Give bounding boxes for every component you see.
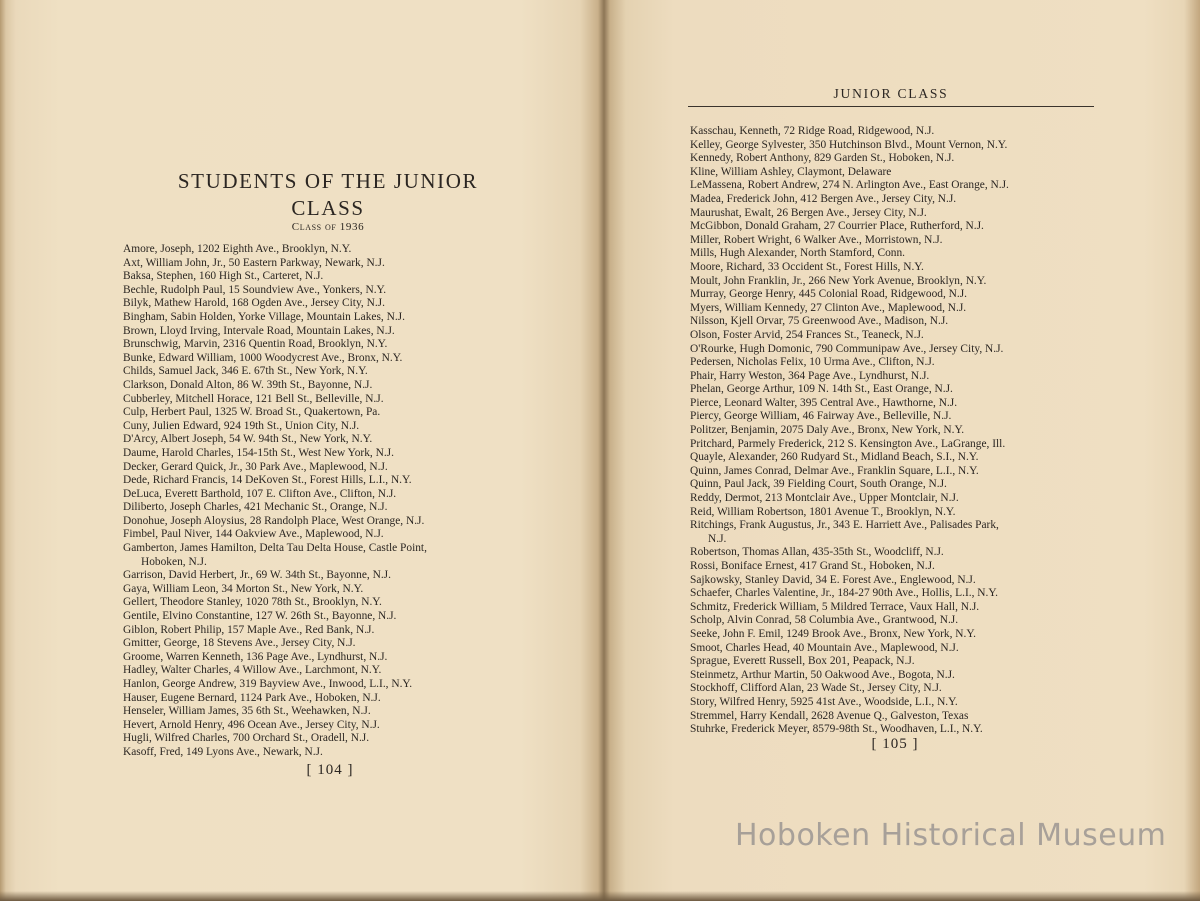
student-entry: Diliberto, Joseph Charles, 421 Mechanic St., Orange, N.J. bbox=[123, 501, 388, 514]
student-entry: Miller, Robert Wright, 6 Walker Ave., Morristown, N.J. bbox=[690, 233, 943, 246]
student-entry: Sajkowsky, Stanley David, 34 E. Forest Ave., Englewood, N.J. bbox=[690, 573, 976, 586]
student-entry: Brunschwig, Marvin, 2316 Quentin Road, Brooklyn, N.Y. bbox=[123, 338, 388, 351]
book-bottom-edge bbox=[0, 891, 1200, 901]
student-entry: Olson, Foster Arvid, 254 Frances St., Teaneck, N.J. bbox=[690, 328, 924, 341]
student-entry: Pedersen, Nicholas Felix, 10 Urma Ave., Clifton, N.J. bbox=[690, 356, 935, 369]
student-entry: Hevert, Arnold Henry, 496 Ocean Ave., Jersey City, N.J. bbox=[123, 718, 380, 731]
student-entry: Reid, William Robertson, 1801 Avenue T., Brooklyn, N.Y. bbox=[690, 505, 956, 518]
student-entry: O'Rourke, Hugh Domonic, 790 Communipaw Ave., Jersey City, N.J. bbox=[690, 342, 1004, 355]
student-entry: Henseler, William James, 35 6th St., Weehawken, N.J. bbox=[123, 705, 371, 718]
student-entry: Axt, William John, Jr., 50 Eastern Parkway, Newark, N.J. bbox=[123, 256, 385, 269]
student-entry: Ritchings, Frank Augustus, Jr., 343 E. Harriett Ave., Palisades Park, bbox=[690, 519, 999, 532]
student-entry: DeLuca, Everett Barthold, 107 E. Clifton Ave., Clifton, N.J. bbox=[123, 487, 397, 500]
student-entry: Reddy, Dermot, 213 Montclair Ave., Upper Montclair, N.J. bbox=[690, 492, 959, 505]
page-title: STUDENTS OF THE JUNIOR bbox=[177, 169, 479, 193]
student-entry: Hauser, Eugene Bernard, 1124 Park Ave., Hoboken, N.J. bbox=[123, 691, 381, 704]
student-entry: Quinn, Paul Jack, 39 Fielding Court, South Orange, N.J. bbox=[690, 478, 947, 491]
student-entry: Quinn, James Conrad, Delmar Ave., Franklin Square, L.I., N.Y. bbox=[690, 464, 979, 477]
student-entry: Phelan, George Arthur, 109 N. 14th St., East Orange, N.J. bbox=[690, 383, 953, 396]
student-entry: Stuhrke, Frederick Meyer, 8579-98th St., Woodhaven, L.I., N.Y. bbox=[690, 723, 983, 736]
page-number-right: [ 105 ] bbox=[871, 736, 919, 752]
student-entry: Groome, Warren Kenneth, 136 Page Ave., Lyndhurst, N.J. bbox=[123, 650, 388, 663]
student-entry: Pritchard, Parmely Frederick, 212 S. Kensington Ave., LaGrange, Ill. bbox=[690, 437, 1006, 450]
student-entry: Maurushat, Ewalt, 26 Bergen Ave., Jersey City, N.J. bbox=[690, 206, 927, 219]
student-entry: Kennedy, Robert Anthony, 829 Garden St., Hoboken, N.J. bbox=[690, 152, 955, 165]
student-entry: Story, Wilfred Henry, 5925 41st Ave., Woodside, L.I., N.Y. bbox=[690, 695, 958, 708]
student-entry: Garrison, David Herbert, Jr., 69 W. 34th St., Bayonne, N.J. bbox=[123, 569, 391, 582]
student-entry: Pierce, Leonard Walter, 395 Central Ave., Hawthorne, N.J. bbox=[690, 396, 958, 409]
student-entry: Baksa, Stephen, 160 High St., Carteret, N.J. bbox=[123, 270, 324, 283]
student-entry: Murray, George Henry, 445 Colonial Road, Ridgewood, N.J. bbox=[690, 288, 968, 301]
student-entry: Cubberley, Mitchell Horace, 121 Bell St., Belleville, N.J. bbox=[123, 392, 384, 405]
student-entry: Gmitter, George, 18 Stevens Ave., Jersey City, N.J. bbox=[123, 637, 356, 650]
student-entry: Moore, Richard, 33 Occident St., Forest Hills, N.Y. bbox=[690, 260, 924, 273]
student-entry: Decker, Gerard Quick, Jr., 30 Park Ave., Maplewood, N.J. bbox=[123, 460, 388, 473]
student-entry: Schmitz, Frederick William, 5 Mildred Terrace, Vaux Hall, N.J. bbox=[690, 600, 980, 613]
student-entry: Bechle, Rudolph Paul, 15 Soundview Ave., Yonkers, N.Y. bbox=[123, 283, 387, 296]
student-entry: Kelley, George Sylvester, 350 Hutchinson Blvd., Mount Vernon, N.Y. bbox=[690, 138, 1008, 151]
student-entry: Scholp, Alvin Conrad, 58 Columbia Ave., Grantwood, N.J. bbox=[690, 614, 959, 627]
student-entry: Quayle, Alexander, 260 Rudyard St., Midland Beach, S.I., N.Y. bbox=[690, 451, 979, 464]
student-entry: LeMassena, Robert Andrew, 274 N. Arlington Ave., East Orange, N.J. bbox=[690, 179, 1009, 192]
student-list-left bbox=[123, 243, 543, 760]
student-entry: Sprague, Everett Russell, Box 201, Peapack, N.J. bbox=[690, 655, 915, 668]
student-entry: Daume, Harold Charles, 154-15th St., West New York, N.J. bbox=[123, 446, 394, 459]
student-entry: Politzer, Benjamin, 2075 Daly Ave., Bronx, New York, N.Y. bbox=[690, 424, 965, 437]
student-entry: Robertson, Thomas Allan, 435-35th St., Woodcliff, N.J. bbox=[690, 546, 944, 559]
student-entry: Myers, William Kennedy, 27 Clinton Ave., Maplewood, N.J. bbox=[690, 301, 967, 314]
running-head-rule bbox=[688, 106, 1094, 107]
student-entry: Amore, Joseph, 1202 Eighth Ave., Brooklyn, N.Y. bbox=[123, 243, 352, 255]
student-entry: Bunke, Edward William, 1000 Woodycrest Ave., Bronx, N.Y. bbox=[123, 351, 403, 364]
student-entry: Moult, John Franklin, Jr., 266 New York Avenue, Brooklyn, N.Y. bbox=[690, 274, 987, 287]
student-entry: Kline, William Ashley, Claymont, Delaware bbox=[690, 165, 892, 178]
student-entry: Brown, Lloyd Irving, Intervale Road, Mountain Lakes, N.J. bbox=[123, 324, 395, 337]
student-entry: Seeke, John F. Emil, 1249 Brook Ave., Bronx, New York, N.Y. bbox=[690, 627, 976, 640]
student-entry: McGibbon, Donald Graham, 27 Courrier Place, Rutherford, N.J. bbox=[690, 220, 984, 233]
student-entry: Smoot, Charles Head, 40 Mountain Ave., Maplewood, N.J. bbox=[690, 641, 959, 654]
student-entry: Piercy, George William, 46 Fairway Ave., Belleville, N.J. bbox=[690, 410, 952, 423]
student-entry: Giblon, Robert Philip, 157 Maple Ave., Red Bank, N.J. bbox=[123, 623, 375, 636]
student-entry: Steinmetz, Arthur Martin, 50 Oakwood Ave., Bogota, N.J. bbox=[690, 668, 955, 681]
student-entry: Gentile, Elvino Constantine, 127 W. 26th St., Bayonne, N.J. bbox=[123, 610, 397, 623]
student-entry: Schaefer, Charles Valentine, Jr., 184-27 90th Ave., Hollis, L.I., N.Y. bbox=[690, 587, 998, 600]
student-entry: Fimbel, Paul Niver, 144 Oakview Ave., Maplewood, N.J. bbox=[123, 528, 384, 541]
student-entry: Stockhoff, Clifford Alan, 23 Wade St., Jersey City, N.J. bbox=[690, 682, 942, 695]
student-entry: Rossi, Boniface Ernest, 417 Grand St., Hoboken, N.J. bbox=[690, 560, 935, 572]
student-entry: Hadley, Walter Charles, 4 Willow Ave., Larchmont, N.Y. bbox=[123, 664, 382, 677]
student-entry: D'Arcy, Albert Joseph, 54 W. 94th St., New York, N.Y. bbox=[123, 433, 373, 446]
student-entry: Gaya, William Leon, 34 Morton St., New York, N.Y. bbox=[123, 582, 364, 595]
student-entry: Mills, Hugh Alexander, North Stamford, Conn. bbox=[690, 247, 905, 260]
student-entry-continuation: Hoboken, N.J. bbox=[141, 555, 207, 568]
running-head: JUNIOR CLASS bbox=[833, 86, 949, 101]
student-entry: Kasschau, Kenneth, 72 Ridge Road, Ridgewood, N.J. bbox=[690, 125, 935, 137]
student-entry: Donohue, Joseph Aloysius, 28 Randolph Place, West Orange, N.J. bbox=[123, 514, 425, 527]
student-entry: Childs, Samuel Jack, 346 E. 67th St., New York, N.Y. bbox=[123, 365, 368, 378]
student-entry: Dede, Richard Francis, 14 DeKoven St., Forest Hills, L.I., N.Y. bbox=[123, 474, 412, 487]
class-year-subtitle: Class of 1936 bbox=[291, 221, 365, 233]
student-entry-continuation: N.J. bbox=[708, 532, 727, 545]
student-entry: Madea, Frederick John, 412 Bergen Ave., Jersey City, N.J. bbox=[690, 192, 957, 205]
student-entry: Culp, Herbert Paul, 1325 W. Broad St., Quakertown, Pa. bbox=[123, 406, 381, 419]
student-entry: Phair, Harry Weston, 364 Page Ave., Lyndhurst, N.J. bbox=[690, 369, 930, 382]
student-entry: Hanlon, George Andrew, 319 Bayview Ave., Inwood, L.I., N.Y. bbox=[123, 678, 413, 690]
student-entry: Hugli, Wilfred Charles, 700 Orchard St., Oradell, N.J. bbox=[123, 732, 370, 745]
page-number-left: [ 104 ] bbox=[306, 762, 354, 778]
student-entry: Bingham, Sabin Holden, Yorke Village, Mountain Lakes, N.J. bbox=[123, 310, 405, 323]
student-entry: Gellert, Theodore Stanley, 1020 78th St., Brooklyn, N.Y. bbox=[123, 596, 382, 609]
student-entry: Stremmel, Harry Kendall, 2628 Avenue Q., Galveston, Texas bbox=[690, 709, 969, 722]
student-entry: Clarkson, Donald Alton, 86 W. 39th St., Bayonne, N.J. bbox=[123, 378, 373, 391]
student-entry: Cuny, Julien Edward, 924 19th St., Union City, N.J. bbox=[123, 419, 360, 432]
student-entry: Bilyk, Mathew Harold, 168 Ogden Ave., Jersey City, N.J. bbox=[123, 297, 385, 310]
student-entry: Gamberton, James Hamilton, Delta Tau Delta House, Castle Point, bbox=[123, 542, 427, 555]
student-list-right bbox=[690, 125, 1100, 737]
page-title-continued: CLASS bbox=[291, 196, 365, 220]
student-entry: Kasoff, Fred, 149 Lyons Ave., Newark, N.J. bbox=[123, 745, 323, 758]
museum-watermark: Hoboken Historical Museum bbox=[735, 818, 1167, 853]
student-entry: Nilsson, Kjell Orvar, 75 Greenwood Ave., Madison, N.J. bbox=[690, 315, 949, 328]
